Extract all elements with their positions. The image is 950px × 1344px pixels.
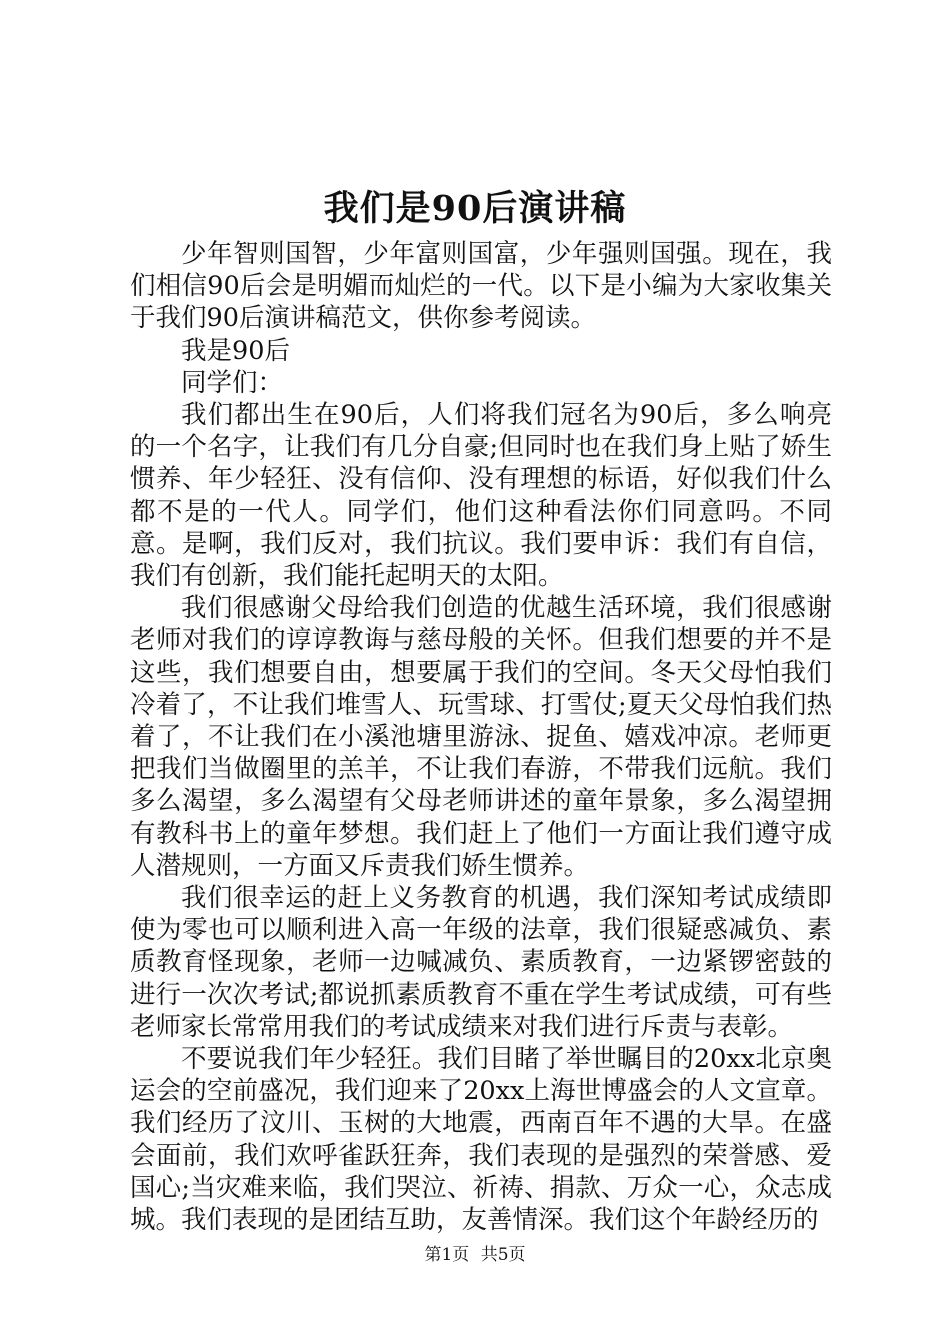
paragraph-body-4: 不要说我们年少轻狂。我们目睹了举世瞩目的20xx北京奥运会的空前盛况，我们迎来了20xx上海世博盛会的人文宣章。我们经历了汶川、玉树的大地震，西南百年不遇的大旱。在盛会面前，我们欢呼雀跃狂奔，我们表现的是强烈的荣誉感、爱国心;当灾难来临，我们哭泣、祈祷、捐款、万众一心，众志成城。我们表现的是团结互助，友善情深。我们这个年龄经历的 (130, 1044, 832, 1236)
page-number: 第1页 (424, 1245, 470, 1265)
document-title: 我们是90后演讲稿 (323, 188, 627, 229)
paragraph-body-1: 我们都出生在90后，人们将我们冠名为90后，多么响亮的一个名字，让我们有几分自豪;但同时也在我们身上贴了娇生惯养、年少轻狂、没有信仰、没有理想的标语，好似我们什么都不是的一代人。同学们，他们这种看法你们同意吗。不同意。是啊，我们反对，我们抗议。我们要申诉：我们有自信，我们有创新，我们能托起明天的太阳。 (130, 400, 832, 592)
paragraph-intro: 少年智则国智，少年富则国富，少年强则国强。现在，我们相信90后会是明媚而灿烂的一代。以下是小编为大家收集关于我们90后演讲稿范文，供你参考阅读。 (130, 239, 832, 334)
paragraph-body-3: 我们很幸运的赶上义务教育的机遇，我们深知考试成绩即使为零也可以顺利进入高一年级的法章，我们很疑惑减负、素质教育怪现象，老师一边喊减负、素质教育，一边紧锣密鼓的进行一次次考试;都说抓素质教育不重在学生考试成绩，可有些老师家长常常用我们的考试成绩来对我们进行斥责与表彰。 (130, 883, 832, 1042)
page-footer (0, 1244, 950, 1266)
document-body (130, 238, 832, 1236)
page-total: 共5页 (480, 1245, 526, 1265)
paragraph-salutation: 同学们： (181, 367, 284, 398)
paragraph-body-2: 我们很感谢父母给我们创造的优越生活环境，我们很感谢老师对我们的谆谆教诲与慈母般的关怀。但我们想要的并不是这些，我们想要自由，想要属于我们的空间。冬天父母怕我们冷着了，不让我们堆雪人、玩雪球、打雪仗;夏天父母怕我们热着了，不让我们在小溪池塘里游泳、捉鱼、嬉戏冲凉。老师更把我们当做圈里的羔羊，不让我们春游，不带我们远航。我们多么渴望，多么渴望有父母老师讲述的童年景象，多么渴望拥有教科书上的童年梦想。我们赶上了他们一方面让我们遵守成人潜规则，一方面又斥责我们娇生惯养。 (130, 593, 832, 881)
paragraph-subtitle: 我是90后 (181, 335, 290, 366)
